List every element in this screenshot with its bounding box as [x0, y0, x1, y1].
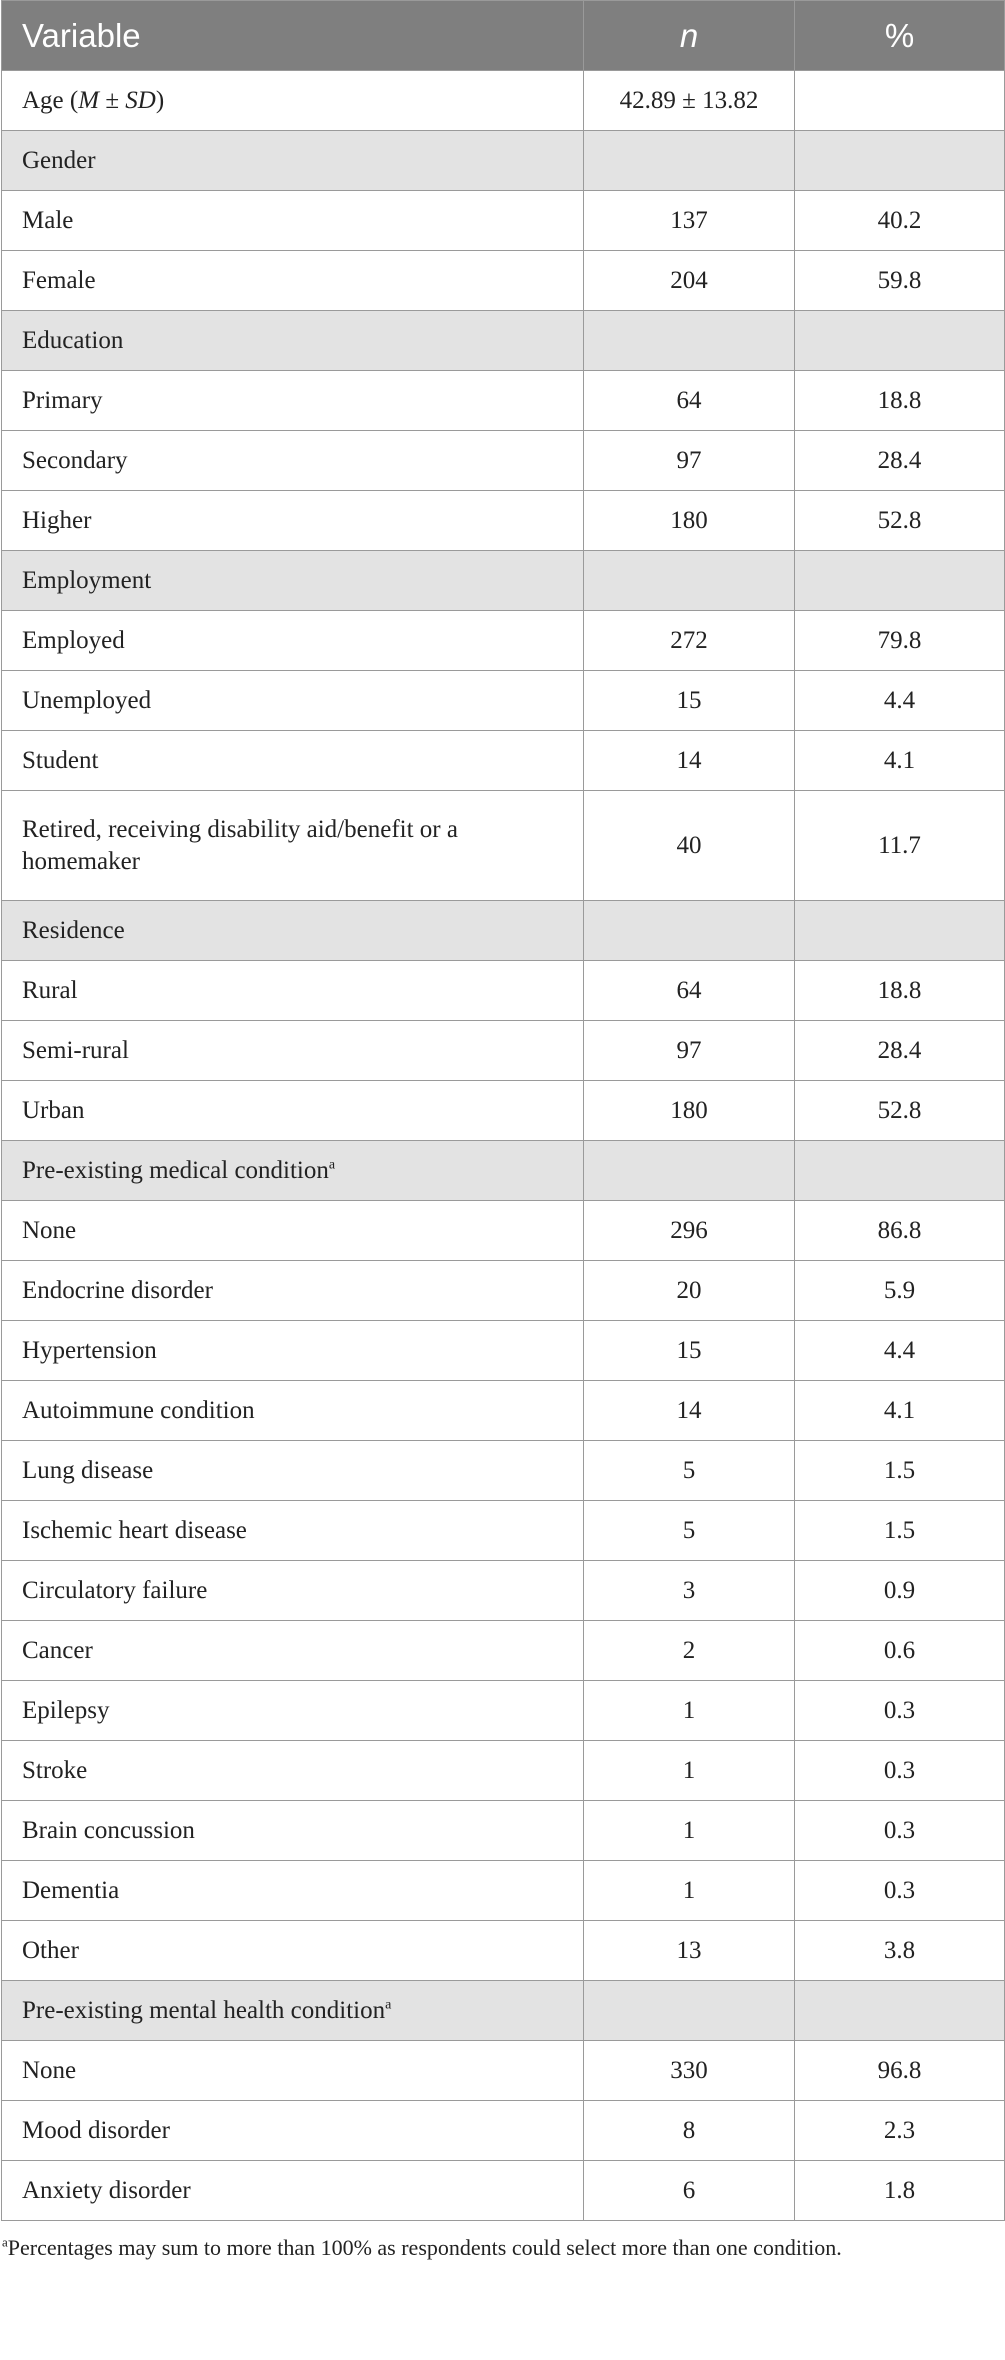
row-label: Stroke — [2, 1741, 584, 1801]
category-percent-empty — [795, 131, 1005, 191]
table-row — [2, 1261, 1005, 1321]
category-title: Residence — [22, 916, 125, 944]
row-label: Brain concussion — [2, 1801, 584, 1861]
table-row — [2, 671, 1005, 731]
row-percent: 11.7 — [795, 791, 1005, 901]
row-label: None — [2, 1201, 584, 1261]
age-label-suffix: ) — [155, 86, 165, 114]
footnote-text: Percentages may sum to more than 100% as respondents could select more than one condition. — [7, 2235, 842, 2260]
row-percent: 4.1 — [795, 1381, 1005, 1441]
row-n: 6 — [584, 2161, 795, 2221]
row-label: Endocrine disorder — [2, 1261, 584, 1321]
row-n: 64 — [584, 371, 795, 431]
table-row — [2, 2161, 1005, 2221]
table-row — [2, 1321, 1005, 1381]
category-percent-empty — [795, 551, 1005, 611]
footnote-marker: a — [2, 2234, 8, 2250]
row-n: 1 — [584, 1741, 795, 1801]
row-percent: 4.4 — [795, 671, 1005, 731]
table-row — [2, 2101, 1005, 2161]
row-percent: 86.8 — [795, 1201, 1005, 1261]
row-label: Cancer — [2, 1621, 584, 1681]
category-n-empty — [584, 551, 795, 611]
header-row — [2, 1, 1005, 71]
table-row — [2, 961, 1005, 1021]
table-header — [2, 1, 1005, 71]
table-row — [2, 1441, 1005, 1501]
row-percent: 4.4 — [795, 1321, 1005, 1381]
table-row — [2, 731, 1005, 791]
age-percent — [795, 71, 1005, 131]
table-row — [2, 1741, 1005, 1801]
row-percent: 28.4 — [795, 1021, 1005, 1081]
category-percent-empty — [795, 1141, 1005, 1201]
footnote-marker: a — [385, 1997, 392, 2013]
row-percent: 1.8 — [795, 2161, 1005, 2221]
row-label: Higher — [2, 491, 584, 551]
row-n: 97 — [584, 1021, 795, 1081]
row-percent: 0.6 — [795, 1621, 1005, 1681]
row-n: 330 — [584, 2041, 795, 2101]
row-n: 1 — [584, 1681, 795, 1741]
table-body — [2, 71, 1005, 2221]
table-row — [2, 431, 1005, 491]
row-percent: 0.9 — [795, 1561, 1005, 1621]
row-n: 2 — [584, 1621, 795, 1681]
row-n: 14 — [584, 1381, 795, 1441]
row-n: 13 — [584, 1921, 795, 1981]
category-title: Pre-existing medical condition — [22, 1156, 329, 1184]
row-n: 137 — [584, 191, 795, 251]
row-label: Secondary — [2, 431, 584, 491]
row-percent: 52.8 — [795, 491, 1005, 551]
age-label-prefix: Age ( — [22, 86, 79, 114]
row-n: 272 — [584, 611, 795, 671]
row-label: Autoimmune condition — [2, 1381, 584, 1441]
row-percent: 1.5 — [795, 1441, 1005, 1501]
row-percent: 2.3 — [795, 2101, 1005, 2161]
row-percent: 0.3 — [795, 1741, 1005, 1801]
row-label: Urban — [2, 1081, 584, 1141]
row-label: Employed — [2, 611, 584, 671]
row-label: Ischemic heart disease — [2, 1501, 584, 1561]
row-n: 15 — [584, 1321, 795, 1381]
category-percent-empty — [795, 311, 1005, 371]
row-n: 5 — [584, 1441, 795, 1501]
row-percent: 5.9 — [795, 1261, 1005, 1321]
row-n: 3 — [584, 1561, 795, 1621]
row-label: Hypertension — [2, 1321, 584, 1381]
table-row — [2, 1861, 1005, 1921]
row-label: Rural — [2, 961, 584, 1021]
table-row — [2, 1021, 1005, 1081]
row-label: Retired, receiving disability aid/benefit or a homemaker — [2, 791, 584, 901]
header-n: n — [584, 1, 795, 71]
row-label: Unemployed — [2, 671, 584, 731]
table-row — [2, 791, 1005, 901]
row-percent: 40.2 — [795, 191, 1005, 251]
row-percent: 79.8 — [795, 611, 1005, 671]
category-percent-empty — [795, 1981, 1005, 2041]
demographics-table — [1, 0, 1005, 2221]
row-label: Female — [2, 251, 584, 311]
row-n: 8 — [584, 2101, 795, 2161]
age-label-pm: ± — [99, 86, 126, 114]
row-label: Anxiety disorder — [2, 2161, 584, 2221]
footnote-marker: a — [328, 1157, 336, 1173]
table-row — [2, 1201, 1005, 1261]
row-n: 64 — [584, 961, 795, 1021]
row-percent: 1.5 — [795, 1501, 1005, 1561]
category-title: Employment — [22, 566, 152, 594]
row-label: Lung disease — [2, 1441, 584, 1501]
row-n: 5 — [584, 1501, 795, 1561]
category-n-empty — [584, 311, 795, 371]
category-n-empty — [584, 131, 795, 191]
row-label: Mood disorder — [2, 2101, 584, 2161]
row-percent: 18.8 — [795, 371, 1005, 431]
header-percent: % — [795, 1, 1005, 71]
category-title: Pre-existing mental health condition — [22, 1996, 386, 2024]
table-row — [2, 1681, 1005, 1741]
table-row — [2, 1501, 1005, 1561]
table-row — [2, 1561, 1005, 1621]
row-n: 20 — [584, 1261, 795, 1321]
category-row-gender — [2, 131, 1005, 191]
age-label-m: M — [78, 86, 100, 114]
header-variable: Variable — [2, 1, 584, 71]
row-percent: 96.8 — [795, 2041, 1005, 2101]
row-label: Male — [2, 191, 584, 251]
row-n: 97 — [584, 431, 795, 491]
table-row — [2, 191, 1005, 251]
age-label — [2, 71, 584, 131]
category-row-residence — [2, 901, 1005, 961]
row-label: Epilepsy — [2, 1681, 584, 1741]
row-label: Circulatory failure — [2, 1561, 584, 1621]
category-label — [2, 901, 584, 961]
category-label — [2, 1141, 584, 1201]
row-n: 15 — [584, 671, 795, 731]
row-n: 180 — [584, 1081, 795, 1141]
row-percent: 0.3 — [795, 1681, 1005, 1741]
age-label-sd: SD — [125, 86, 156, 114]
category-row-employment — [2, 551, 1005, 611]
table-row — [2, 611, 1005, 671]
table-row — [2, 1381, 1005, 1441]
category-row-pre-existing-mental-health-condition — [2, 1981, 1005, 2041]
table-row — [2, 1921, 1005, 1981]
row-label: Primary — [2, 371, 584, 431]
row-n: 14 — [584, 731, 795, 791]
row-percent: 18.8 — [795, 961, 1005, 1021]
category-percent-empty — [795, 901, 1005, 961]
row-label: Semi-rural — [2, 1021, 584, 1081]
row-percent: 0.3 — [795, 1801, 1005, 1861]
table-row — [2, 2041, 1005, 2101]
row-label: Student — [2, 731, 584, 791]
age-n: 42.89 ± 13.82 — [584, 71, 795, 131]
category-title: Gender — [22, 146, 96, 174]
category-label — [2, 551, 584, 611]
table-row — [2, 1801, 1005, 1861]
table-row — [2, 371, 1005, 431]
row-n: 1 — [584, 1861, 795, 1921]
table-footnote — [0, 2221, 1004, 2265]
row-percent: 52.8 — [795, 1081, 1005, 1141]
category-label — [2, 311, 584, 371]
row-n: 296 — [584, 1201, 795, 1261]
category-title: Education — [22, 326, 124, 354]
row-percent: 28.4 — [795, 431, 1005, 491]
row-percent: 4.1 — [795, 731, 1005, 791]
table-row — [2, 251, 1005, 311]
table-row — [2, 491, 1005, 551]
table-row — [2, 1081, 1005, 1141]
row-n: 40 — [584, 791, 795, 901]
category-n-empty — [584, 901, 795, 961]
row-n: 180 — [584, 491, 795, 551]
row-percent: 0.3 — [795, 1861, 1005, 1921]
row-label: None — [2, 2041, 584, 2101]
category-row-pre-existing-medical-condition — [2, 1141, 1005, 1201]
row-n: 1 — [584, 1801, 795, 1861]
row-percent: 3.8 — [795, 1921, 1005, 1981]
category-label — [2, 1981, 584, 2041]
category-row-education — [2, 311, 1005, 371]
category-label — [2, 131, 584, 191]
row-label: Other — [2, 1921, 584, 1981]
category-n-empty — [584, 1981, 795, 2041]
table-row — [2, 1621, 1005, 1681]
row-label: Dementia — [2, 1861, 584, 1921]
category-n-empty — [584, 1141, 795, 1201]
row-n: 204 — [584, 251, 795, 311]
row-percent: 59.8 — [795, 251, 1005, 311]
age-row — [2, 71, 1005, 131]
